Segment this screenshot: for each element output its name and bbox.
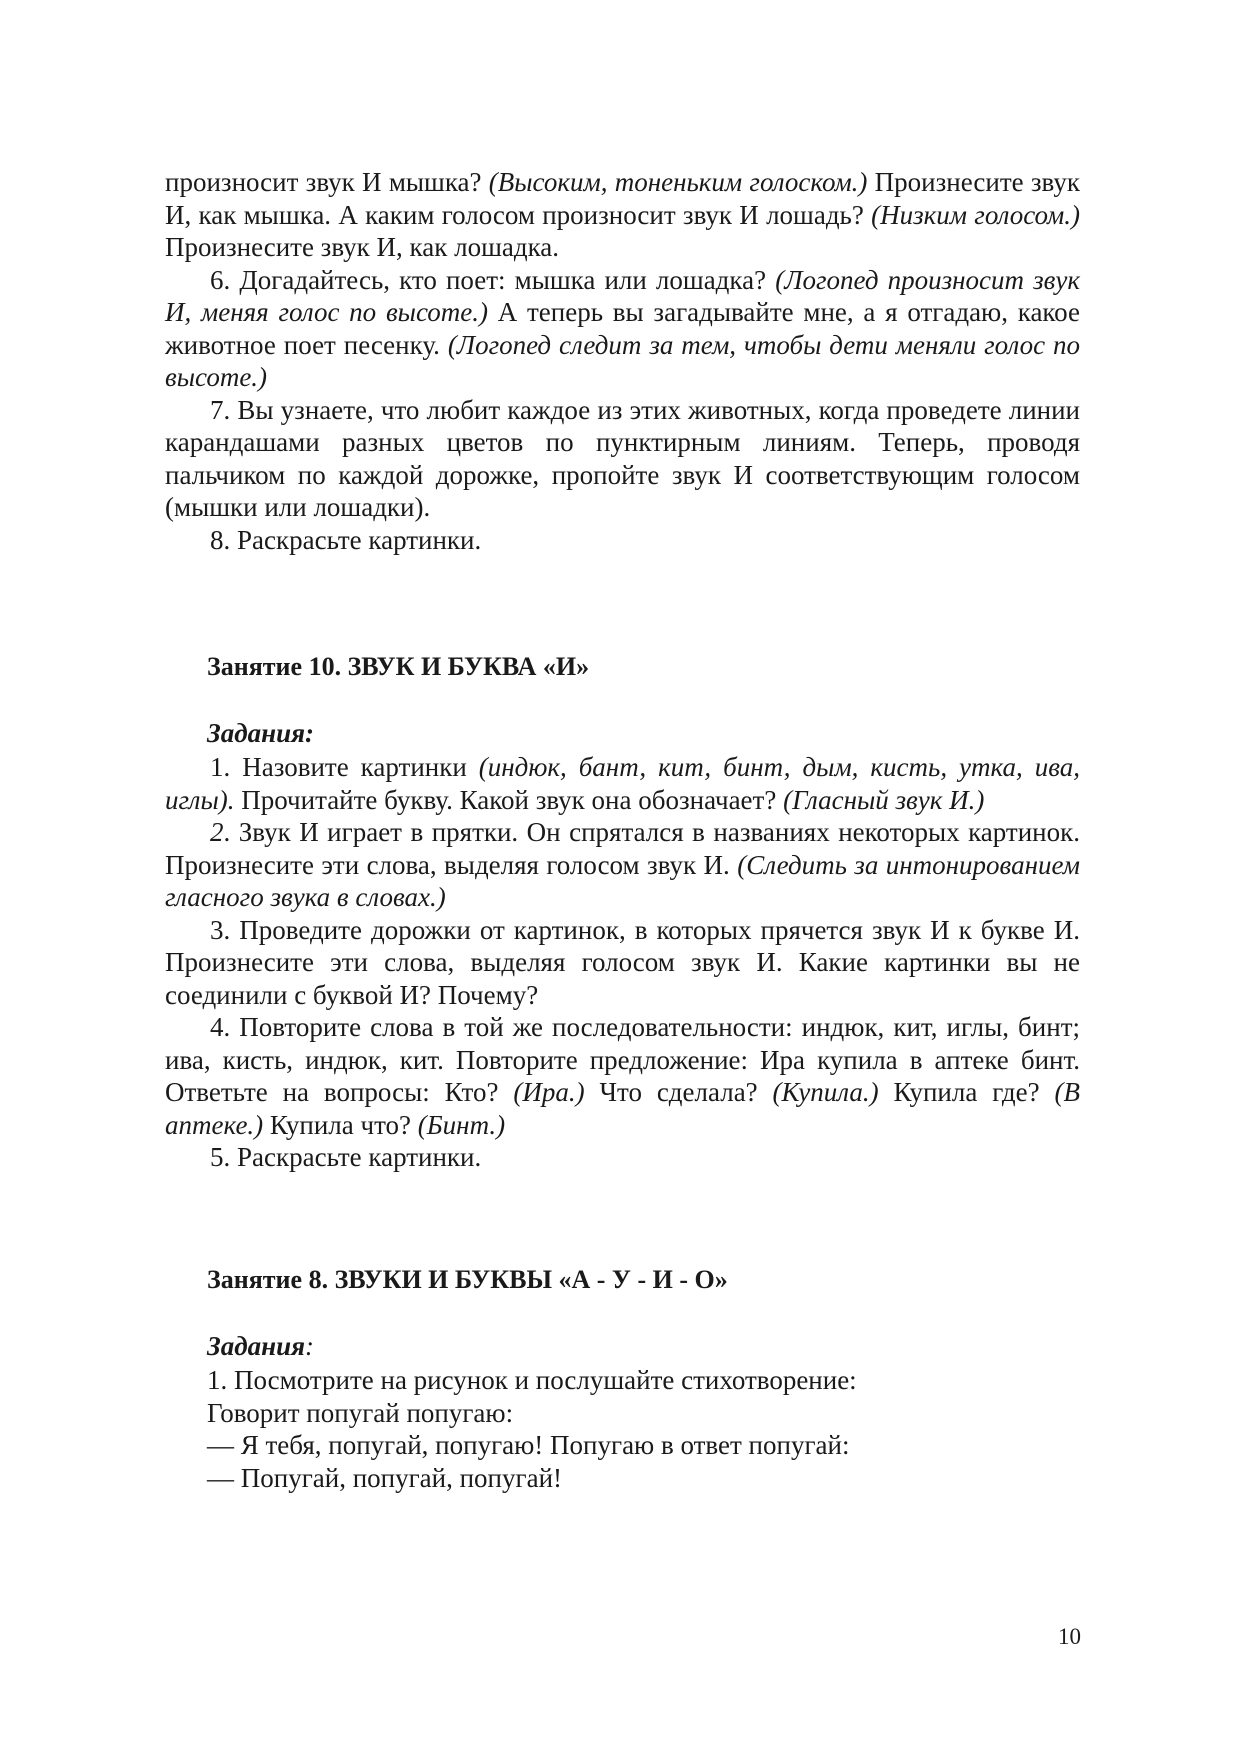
lesson-8-title: Занятие 8. ЗВУКИ И БУКВЫ «А - У - И - О» <box>207 1265 728 1294</box>
poem-line: Говорит попугай попугаю: <box>207 1397 514 1428</box>
paragraph-task-6: 6. Догадайтесь, кто поет: мышка или лошадка? (Логопед произносит звук И, меняя голос по высоте.) А теперь вы загадывайте мне, а я отгадаю, какое животное поет песенку. (Логопед следит за тем, чтобы дети меняли голос по высоте.) <box>165 264 1080 392</box>
lesson-10-task-2: 2. Звук И играет в прятки. Он спрятался в названиях некоторых картинок. Произнесите эти слова, выделяя голосом звук И. (Следить за интонированием гласного звука в словах.) <box>165 817 1080 912</box>
lesson-8-tasks-label: Задания: <box>207 1331 315 1361</box>
page-number: 10 <box>1058 1624 1081 1649</box>
poem-line: 1. Посмотрите на рисунок и послушайте стихотворение: <box>207 1365 857 1395</box>
paragraph-task-8: 8. Раскрасьте картинки. <box>210 524 482 555</box>
continued-section <box>165 166 1080 556</box>
poem-line: — Попугай, попугай, попугай! <box>207 1462 563 1493</box>
lesson-10-tasks-label: Задания: <box>207 718 315 748</box>
lesson-10-task-1: 1. Назовите картинки (индюк, бант, кит, бинт, дым, кисть, утка, ива, иглы). Прочитайте букву. Какой звук она обозначает? (Гласный звук И.) <box>165 752 1081 815</box>
lesson-10-task-5: 5. Раскрасьте картинки. <box>210 1142 482 1172</box>
lesson-10-title: Занятие 10. ЗВУК И БУКВА «И» <box>207 652 590 681</box>
lesson-8-poem <box>207 1364 1087 1494</box>
lesson-10-task-3: 3. Проведите дорожки от картинок, в которых прячется звук И к букве И. Произнесите эти слова, выделяя голосом звук И. Какие картинки вы не соединили с буквой И? Почему? <box>165 914 1080 1010</box>
lesson-10-tasks <box>165 751 1080 1174</box>
paragraph-continuation: произносит звук И мышка? (Высоким, тоненьким голоском.) Произнесите звук И, как мышка. А каким голосом произносит звук И лошадь? (Низким голосом.) Произнесите звук И, как лошадка. <box>165 167 1080 262</box>
lesson-10-task-4: 4. Повторите слова в той же последовательности: индюк, кит, иглы, бинт; ива, кисть, индюк, кит. Повторите предложение: Ира купила в аптеке бинт. Ответьте на вопросы: Кто? (Ира.) Что сделала? (Купила.) Купила где? (В аптеке.) Купила что? (Бинт.) <box>165 1012 1080 1140</box>
paragraph-task-7: 7. Вы узнаете, что любит каждое из этих животных, когда проведете линии карандашами разных цветов по пунктирным линиям. Теперь, проводя пальчиком по каждой дорожке, пропойте звук И соответствующим голосом (мышки или лошадки). <box>165 394 1080 522</box>
poem-line: — Я тебя, попугай, попугаю! Попугаю в ответ попугай: <box>207 1430 850 1460</box>
